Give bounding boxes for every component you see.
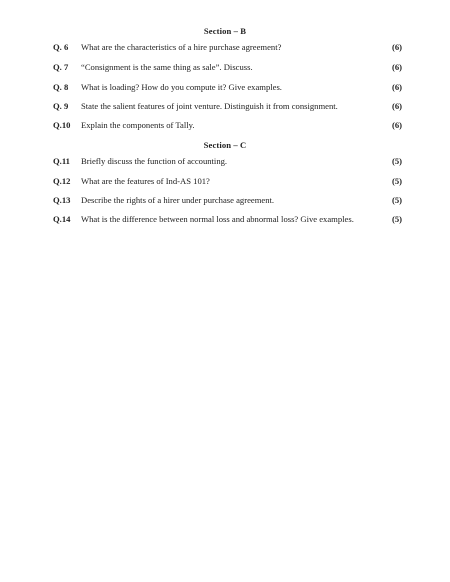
question-text: State the salient features of joint venture. Distinguish it from consignment.	[81, 101, 338, 111]
question-marks: (6)	[391, 120, 403, 130]
question-text: Describe the rights of a hirer under purchase agreement.	[81, 195, 275, 205]
question-marks: (6)	[391, 101, 403, 111]
question-marks: (5)	[391, 195, 403, 205]
question-number: Q.13	[53, 195, 71, 205]
question-row	[0, 213, 450, 225]
question-row	[0, 81, 450, 93]
question-row	[0, 175, 450, 187]
question-number: Q. 7	[53, 62, 69, 72]
question-text: Briefly discuss the function of accounting.	[81, 156, 228, 166]
section-c-title: Section – C	[203, 140, 247, 150]
question-number: Q. 9	[53, 101, 69, 111]
question-text: What is the difference between normal loss and abnormal loss? Give examples.	[81, 214, 354, 224]
question-marks: (6)	[391, 62, 403, 72]
question-text: What are the features of Ind-AS 101?	[81, 176, 210, 186]
question-row	[0, 155, 450, 167]
question-marks: (5)	[391, 214, 403, 224]
question-number: Q. 8	[53, 82, 69, 92]
question-row	[0, 61, 450, 73]
section-b-title: Section – B	[203, 26, 247, 36]
question-row	[0, 100, 450, 112]
question-number: Q.12	[53, 176, 71, 186]
question-row	[0, 119, 450, 131]
question-row	[0, 194, 450, 206]
question-text: What is loading? How do you compute it? Give examples.	[81, 82, 282, 92]
question-number: Q.14	[53, 214, 71, 224]
question-marks: (6)	[391, 42, 403, 52]
question-text: Explain the components of Tally.	[81, 120, 195, 130]
question-marks: (5)	[391, 176, 403, 186]
question-row	[0, 41, 450, 53]
question-marks: (5)	[391, 156, 403, 166]
question-number: Q. 6	[53, 42, 69, 52]
question-text: “Consignment is the same thing as sale”. Discuss.	[81, 62, 253, 72]
question-number: Q.10	[53, 120, 71, 130]
question-number: Q.11	[53, 156, 70, 166]
question-text: What are the characteristics of a hire purchase agreement?	[81, 42, 282, 52]
question-marks: (6)	[391, 82, 403, 92]
